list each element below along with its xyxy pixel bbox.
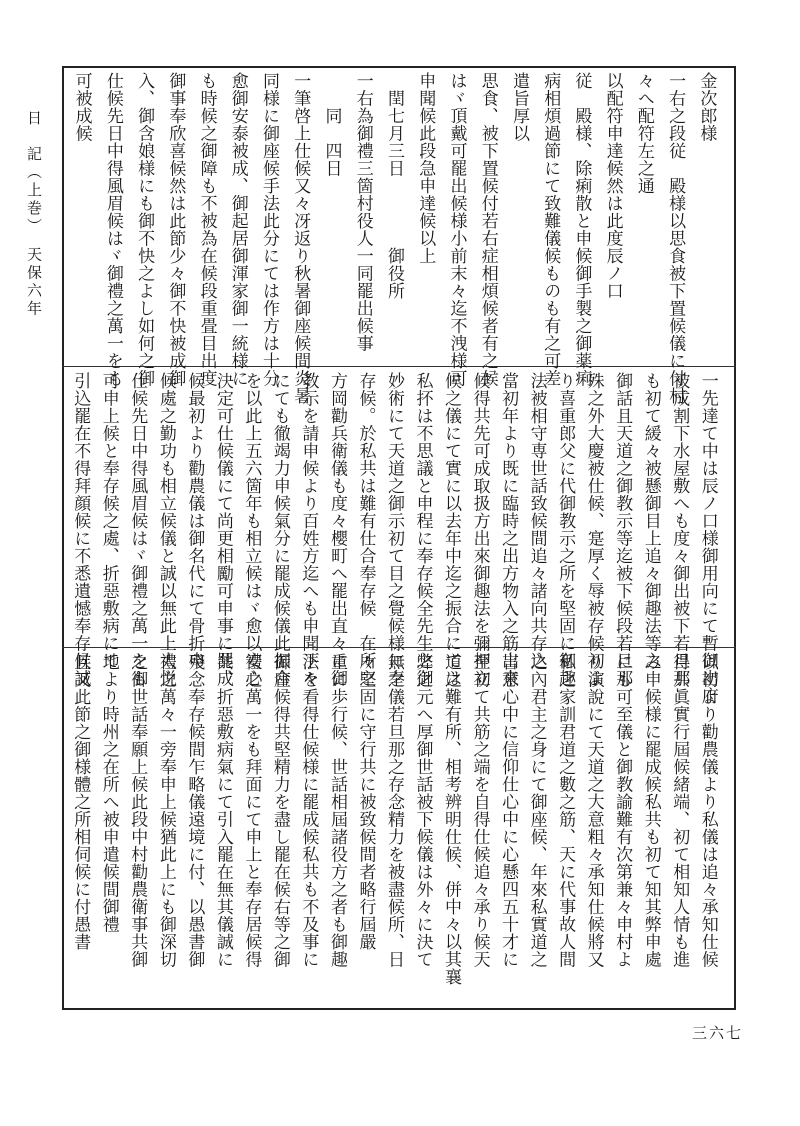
text-column: 地より時州之在所へ被申遣候間御禮	[98, 653, 119, 933]
page-number: 三六七	[692, 1024, 744, 1042]
text-column: 閏七月三日 御役所	[384, 72, 404, 300]
text-column: 無之儀若旦那之存念精力を被盡候所、日	[384, 653, 404, 968]
text-column: 申聞候此段急申達候以上	[415, 72, 436, 265]
text-column: 得共眞實行屆候緒端、初て相知人情も進	[669, 653, 690, 968]
text-column: り演說にて天道之大意粗々承知仕候將又	[583, 653, 604, 968]
text-column: 同 四日	[321, 72, 342, 177]
text-column: 言意心中に信仰仕心中に心懸四五十才に	[498, 653, 519, 968]
text-column: 以配符申達候然は此度辰ノ口	[602, 72, 623, 300]
text-column: 禮之萬一をも拜面にて申上と奉存居候得	[241, 653, 262, 968]
text-column: 決定可仕候儀にて尚更相勵可申事に罷成	[212, 372, 233, 687]
text-column: 一右為御禮三箇村役人一同罷出候事	[352, 72, 373, 352]
section-divider-upper	[62, 366, 736, 367]
text-column: 重に歩行候、世話相屆諸役方之者も御趣	[326, 653, 347, 968]
text-column: 以初より勸農儀より私儀は追々承知仕候	[697, 653, 718, 968]
text-column: 御話且天道之御教示等迄被下候段若旦那	[612, 372, 633, 687]
text-column: も時候之御障も不被為在候段重畳目出度	[196, 72, 217, 387]
text-column: 引込罷在不得拜顔候に不悉遺憾奉存候誠	[70, 372, 91, 687]
text-column: 遣旨厚以	[508, 72, 529, 142]
text-column: 殊之外大慶被仕候、寔厚く辱被存候初よ	[583, 372, 604, 687]
text-column: 私抔は不思議と申程に奉存候全先生之御	[412, 372, 433, 687]
running-header: 日 記（上巻） 天保六年	[25, 110, 43, 319]
text-column: 従 殿様、除痢散と申候御手製之御薬痢	[571, 72, 592, 387]
text-column: 至初て共筋之端を自得仕候追々承り候天	[469, 653, 490, 968]
text-column: 一先達て中は辰ノ口様御用向にて暫御出府	[697, 372, 718, 705]
text-column: 法を看得仕候様に罷成候私共も不及事に	[298, 653, 319, 968]
text-column: 一筆啓上仕候又々冴返り秋暑御座候間炎暑	[290, 72, 311, 405]
text-panel-top	[66, 72, 732, 405]
text-column: 當初年より既に臨時之出方物入之筋出來	[498, 372, 519, 687]
text-column: にても徹竭力申候氣分に罷成候儀此振合	[269, 372, 290, 687]
text-column: 殘念奉存候間乍略儀遠境に付、以愚書御	[184, 653, 205, 968]
text-column: り喜重郎父に代御教示之所を堅固に御趣	[555, 372, 576, 687]
text-column: み申候様に罷成候私共も初て知其弊申處	[640, 653, 661, 968]
text-column: 御座候得共堅精力を盡し罷在候右等之御	[269, 653, 290, 968]
text-column: 弊之元へ厚御世話被下候儀は外々に決て	[412, 653, 433, 968]
text-column: 法被相守専世話致候間追々諸向共存込	[526, 372, 547, 670]
text-column: も初て緩々被懸御目上追々御趣法等之	[640, 372, 661, 670]
text-column: 候得共先可成取扱方出來御趣法を彌押立	[469, 372, 490, 687]
text-column: 入、御含娘様にも御不快之よし如何之御	[134, 72, 155, 387]
text-column: 候之儀にて實に以去年中迄之振合にては	[441, 372, 462, 687]
text-column: 仕候先日中得風眉候はヾ御禮之萬一をも	[102, 72, 123, 387]
text-column: 存候。於私共は難有仕合奉存候 在所之	[355, 372, 376, 687]
text-column: 可申上候と奉存候之處、折惡敷病にて	[98, 372, 119, 670]
text-column: を以此上五六箇年も相立候はヾ愈以安心	[241, 372, 262, 687]
text-column: 教示を請申候より百姓方迄へも申聞下々	[298, 372, 319, 687]
text-column: 々堅固に守行共に被致候間者略行屆嚴	[355, 653, 376, 951]
text-column: 之御世話奉願上候此段中村勸農衛事共御	[127, 653, 148, 968]
text-column: 妙術にて天道之御示初て目之覺候様に奉	[384, 372, 404, 687]
text-column: 御事奉欣喜候然は此節少々御不快被成御	[165, 72, 186, 387]
text-column: 金次郎様	[696, 72, 717, 142]
text-column: 同様に御座候手法此分にては作方は十分	[259, 72, 280, 387]
text-column: 思食、被下置候付若右症相煩候者有之候	[477, 72, 498, 387]
text-column: にも可至儀と御教諭難有次第兼々申村よ	[612, 653, 633, 968]
text-column: 愈御安泰被成、御起居御渾家御一統様に	[227, 72, 248, 387]
text-column: 私之家訓君道之數之筋、天に代事故人間	[555, 653, 576, 968]
text-column: 共、折惡敷病氣にて引入罷在無其儀誠に	[212, 653, 233, 968]
text-column: 被成割下水屋敷へも度々御出被下若旦那	[669, 372, 690, 687]
text-column: 可被成候	[71, 72, 92, 142]
text-column: 仕候先日中得風眉候はヾ御禮之萬一をも	[127, 372, 148, 687]
text-column: 々へ配符左之通	[633, 72, 654, 195]
text-panel-middle	[66, 372, 732, 705]
text-column: 禮之萬々一旁奉申上候猶此上にも御深切	[155, 653, 176, 968]
text-column: 之內君主之身にて御座候、年來私實道之	[526, 653, 547, 968]
text-column: はヾ頂戴可罷出候様小前末々迄不洩様可	[446, 72, 467, 387]
text-column: 一右之段従 殿様以思食被下置候儀に付村	[665, 72, 686, 405]
text-column: 道之難有所、相考辨明仕候、併中々以其襄	[441, 653, 462, 986]
text-column: 病相煩過節にて致難儀候ものも有之可差	[540, 72, 561, 387]
text-column: 候最初より勸農儀は御名代にて骨折申	[184, 372, 205, 670]
text-column: 方岡勸兵衛儀も度々櫻町へ罷出直々に御	[326, 372, 347, 687]
text-column: 候處之勤功も相立候儀と誠以無此上大悦	[155, 372, 176, 687]
text-column: 且又此節之御様體之所相伺候に付愚書	[70, 653, 91, 951]
text-panel-bottom	[66, 653, 732, 1005]
